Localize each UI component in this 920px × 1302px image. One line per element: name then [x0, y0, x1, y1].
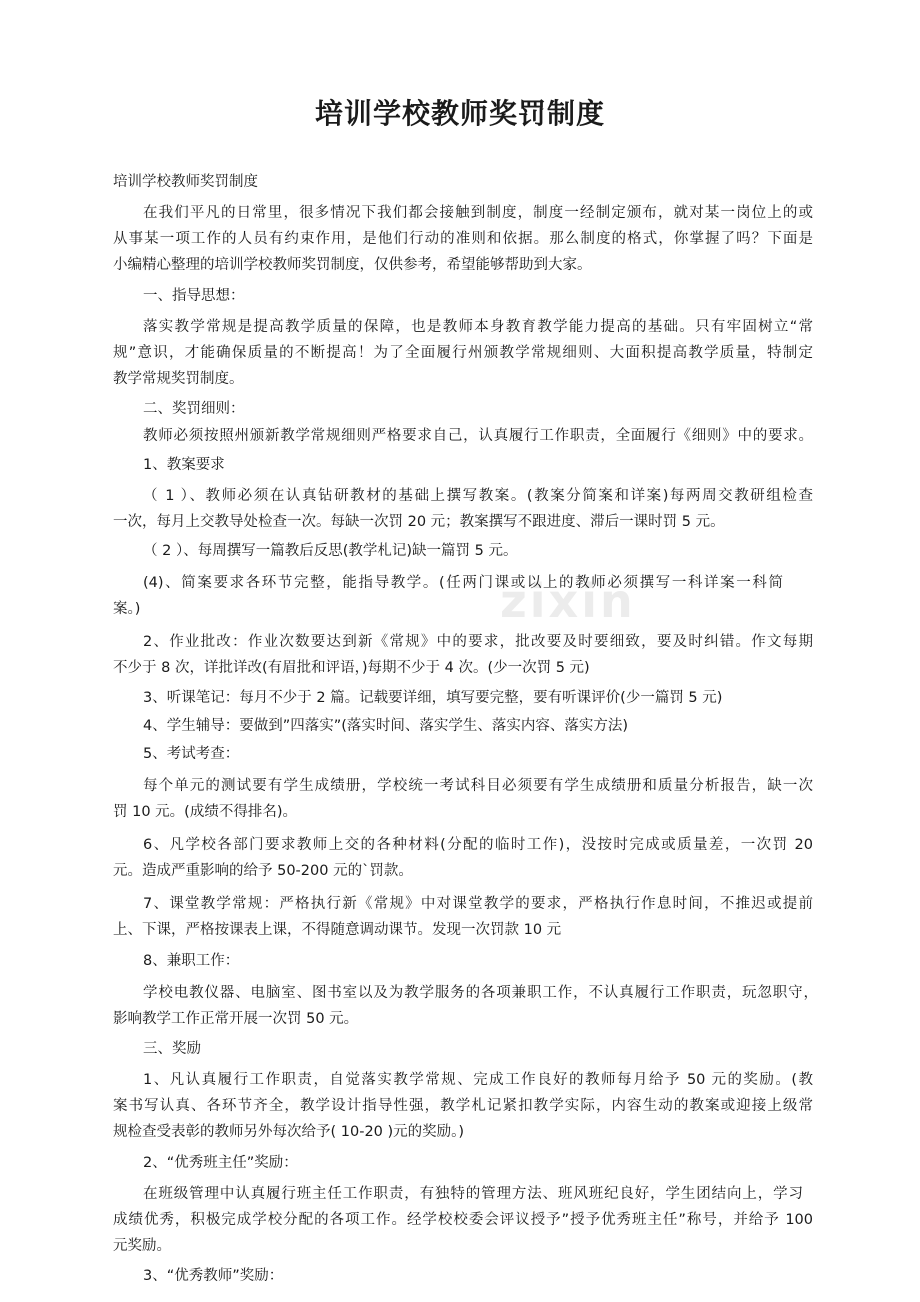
paragraph-line: 影响教学工作正常开展一次罚 50 元。: [113, 1011, 359, 1027]
subsection-heading: 1、教案要求: [143, 457, 225, 473]
section-heading: 二、奖罚细则：: [143, 401, 245, 417]
paragraph-line: 案书写认真、各环节齐全，教学设计指导性强，教学札记紧扣教学实际，内容生动的教案或迎接上级常: [113, 1098, 813, 1114]
paragraph-line: 学校电教仪器、电脑室、图书室以及为教学服务的各项兼职工作，不认真履行工作职责，玩忽职守，: [143, 985, 818, 1001]
paragraph-line: 元奖励。: [113, 1238, 171, 1254]
paragraph-line: 7、课堂教学常规：严格执行新《常规》中对课堂教学的要求，严格执行作息时间，不推迟或提前: [143, 896, 813, 912]
paragraph-line: (4)、简案要求各环节完整，能指导教学。(任两门课或以上的教师必须撰写一科详案一科简: [143, 575, 783, 591]
paragraph-line: 规”意识，才能确保质量的不断提高！为了全面履行州颁教学常规细则、大面积提高教学质量，特制定: [113, 345, 813, 361]
page-title: 培训学校教师奖罚制度: [314, 97, 605, 130]
paragraph-line: 1、凡认真履行工作职责，自觉落实教学常规、完成工作良好的教师每月给予 50 元的奖励。(教: [143, 1072, 813, 1088]
paragraph-line: 教学常规奖罚制度。: [113, 371, 244, 387]
paragraph-line: 2、作业批改：作业次数要达到新《常规》中的要求，批改要及时要细致，要及时纠错。作文每期: [143, 634, 813, 650]
watermark: zixin: [500, 574, 636, 628]
paragraph-line: 罚 10 元。(成绩不得排名)。: [113, 804, 297, 820]
paragraph-line: 上、下课，严格按课表上课，不得随意调动课节。发现一次罚款 10 元: [113, 922, 562, 938]
subsection-heading: 2、“优秀班主任”奖励：: [143, 1155, 298, 1171]
paragraph-line: 在我们平凡的日常里，很多情况下我们都会接触到制度，制度一经制定颁布，就对某一岗位上的或: [143, 205, 813, 221]
paragraph-line: 在班级管理中认真履行班主任工作职责，有独特的管理方法、班风班纪良好，学生团结向上，学习: [143, 1186, 803, 1202]
paragraph-line: 每个单元的测试要有学生成绩册，学校统一考试科目必须要有学生成绩册和质量分析报告，缺一次: [143, 778, 813, 794]
paragraph-line: 小编精心整理的培训学校教师奖罚制度，仅供参考，希望能够帮助到大家。: [113, 257, 592, 273]
paragraph-line: （ 1 ）、教师必须在认真钻研教材的基础上撰写教案。(教案分简案和详案)每两周交教研组检查: [143, 488, 813, 504]
paragraph-line: 元。造成严重影响的给予 50-200 元的`罚款。: [113, 863, 413, 879]
paragraph-line: 3、听课笔记：每月不少于 2 篇。记载要详细，填写要完整，要有听课评价(少一篇罚 5 元): [143, 690, 723, 706]
paragraph-line: 案。): [113, 601, 141, 617]
section-heading: 一、指导思想：: [143, 288, 245, 304]
paragraph-line: 6、凡学校各部门要求教师上交的各种材料(分配的临时工作)，没按时完成或质量差，一次罚 20: [143, 837, 813, 853]
paragraph-line: 规检查受表彰的教师另外每次给予( 10-20 )元的奖励。): [113, 1124, 465, 1140]
section-heading: 三、奖励: [143, 1041, 201, 1057]
paragraph-line: 4、学生辅导：要做到”四落实”(落实时间、落实学生、落实内容、落实方法): [143, 718, 629, 734]
paragraph-line: 成绩优秀，积极完成学校分配的各项工作。经学校校委会评议授予”授予优秀班主任”称号，并给予 100: [113, 1212, 813, 1228]
paragraph-line: （ 2 ）、每周撰写一篇教后反思(教学札记)缺一篇罚 5 元。: [143, 543, 518, 559]
paragraph-line: 落实教学常规是提高教学质量的保障，也是教师本身教育教学能力提高的基础。只有牢固树立“常: [143, 319, 813, 335]
paragraph-line: 教师必须按照州颁新教学常规细则严格要求自己，认真履行工作职责，全面履行《细则》中的要求。: [143, 428, 813, 444]
paragraph-line: 从事某一项工作的人员有约束作用，是他们行动的准则和依据。那么制度的格式，你掌握了吗？下面是: [113, 231, 813, 247]
subsection-heading: 8、兼职工作：: [143, 953, 240, 969]
subtitle: 培训学校教师奖罚制度: [113, 174, 258, 190]
paragraph-line: 一次，每月上交教导处检查一次。每缺一次罚 20 元；教案撰写不跟进度、滞后一课时罚 5 元。: [113, 514, 725, 530]
subsection-heading: 5、考试考查：: [143, 746, 240, 762]
subsection-heading: 3、“优秀教师”奖励：: [143, 1268, 284, 1284]
paragraph-line: 不少于 8 次，详批详改(有眉批和评语，)每期不少于 4 次。(少一次罚 5 元): [113, 660, 590, 676]
